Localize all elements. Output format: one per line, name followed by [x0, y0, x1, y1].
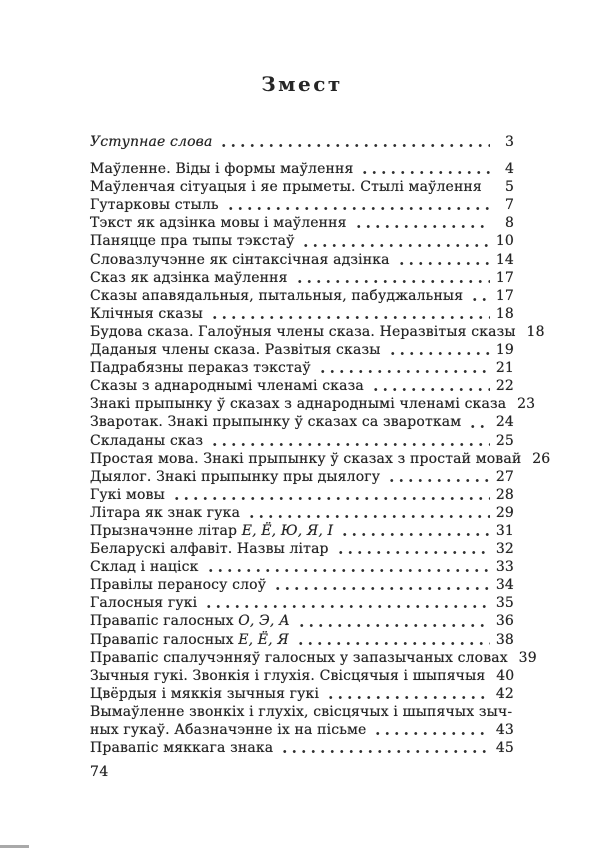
toc-entry-title: Тэкст як адзінка мовы і маўлення	[90, 215, 347, 232]
dot-leader	[293, 269, 490, 287]
toc-entry-page: 4	[504, 161, 514, 178]
toc-entry	[90, 522, 514, 540]
dot-leader	[295, 612, 490, 630]
dot-leader	[294, 631, 490, 649]
dot-leader	[316, 359, 490, 377]
toc-entry-page: 18	[526, 323, 545, 340]
toc-entry	[90, 359, 514, 377]
toc-entry-title: Зваротак. Знакі прыпынку ў сказах са звароткам	[90, 414, 462, 431]
toc-entry-title: Сказы апавядальныя, пытальныя, пабуджальныя	[90, 287, 464, 304]
toc-entry-title: Будова сказа. Галоўныя члены сказа. Неразвітыя сказы	[90, 323, 516, 340]
toc-entry-page: 14	[495, 251, 514, 268]
toc-entry-page: 40	[496, 667, 515, 684]
toc-entry	[90, 232, 514, 250]
dot-leader	[170, 486, 490, 504]
toc-entry-page: 22	[495, 378, 514, 395]
toc-entry-title: Правапіс спалучэнняў галосных у запазычаных словах	[90, 649, 508, 666]
toc-entry-title: Знакі прыпынку ў сказах з аднароднымі членамі сказа	[90, 396, 507, 413]
toc-entry	[90, 214, 514, 232]
toc-entry	[90, 576, 514, 594]
toc-entry	[90, 540, 514, 558]
toc-entry	[90, 667, 514, 685]
toc-entry	[90, 251, 514, 269]
toc-entry	[90, 305, 514, 323]
toc-entry-title-italic: Е, Ё, Ю, Я, І	[241, 522, 334, 539]
toc-entry	[90, 612, 514, 630]
toc-entry-title: Склад і націск	[90, 559, 199, 576]
toc-entry-page: 3	[504, 134, 514, 150]
toc-entry-page: 5	[504, 179, 514, 196]
dot-leader	[371, 721, 490, 739]
toc-entry-page: 39	[518, 649, 537, 666]
toc-entry-page: 29	[495, 504, 514, 521]
toc-entry-title: Дыялог. Знакі прыпынку пры дыялогу	[90, 468, 381, 485]
toc-entry	[90, 685, 514, 703]
toc-entry-page: 25	[495, 432, 514, 449]
toc-entry-title: Сказ як адзінка маўлення	[90, 269, 288, 286]
toc-entry-page: 33	[495, 559, 514, 576]
dot-leader	[358, 160, 490, 178]
toc-entry-title: Правапіс мяккага знака	[90, 740, 274, 757]
toc-entry-title: Беларускі алфавіт. Назвы літар	[90, 541, 329, 558]
toc-entry	[90, 341, 514, 359]
toc-entry-page: 28	[495, 486, 514, 503]
toc-entry	[90, 133, 514, 151]
toc-entry-page: 43	[495, 722, 514, 738]
toc-entry-page: 45	[495, 740, 514, 757]
toc-entry	[90, 450, 551, 468]
toc-entry-title: ных гукаў. Абазначэнне іх на пісьме	[90, 722, 367, 738]
toc-entry	[90, 377, 514, 395]
dot-leader	[271, 576, 490, 594]
toc-entry	[90, 703, 514, 721]
toc-entry	[90, 196, 514, 214]
dot-leader	[487, 178, 490, 196]
toc-entry-title: Падрабязны пераказ тэкстаў	[90, 360, 311, 377]
dot-leader	[278, 739, 490, 757]
dot-leader	[338, 522, 490, 540]
toc-entry-title: Правілы пераносу слоў	[90, 577, 267, 594]
toc-entry-title: Цвёрдыя і мяккія зычныя гукі	[90, 685, 320, 702]
toc-entry-title-italic: Е, Ё, Я	[238, 631, 289, 648]
toc-entry-title: Даданыя члены сказа. Развітыя сказы	[90, 342, 381, 359]
dot-leader	[217, 133, 490, 151]
toc-entry	[90, 558, 514, 576]
toc-entry-title: Складаны сказ	[90, 432, 204, 449]
toc-entry-title: Маўленне. Віды і формы маўлення	[90, 161, 354, 178]
dot-leader	[466, 413, 490, 431]
toc-entry-title: Галосныя гукі	[90, 595, 198, 612]
toc-entry	[90, 432, 514, 450]
toc-entry-title: Уступнае слова	[90, 134, 213, 150]
toc-entry-page: 19	[495, 342, 514, 359]
toc-entry-title: Маўленчая сітуацыя і яе прыметы. Стылі маўлення	[90, 179, 482, 196]
toc-entry-page: 35	[495, 595, 514, 612]
toc-entry-title: Літара як знак гука	[90, 504, 241, 521]
dot-leader	[202, 594, 490, 612]
toc-entry-title: Словазлучэнне як сінтаксічная адзінка	[90, 251, 390, 268]
toc-entry	[90, 160, 514, 178]
toc-entry	[90, 486, 514, 504]
toc-entry-title: Гутарковы стыль	[90, 197, 219, 214]
toc-entry-page: 27	[495, 468, 514, 485]
toc-entry	[90, 739, 514, 757]
toc-entry-title: Зычныя гукі. Звонкія і глухія. Свісцячыя і шыпячыя	[90, 667, 486, 684]
toc-entry	[90, 178, 514, 196]
toc-entry-page: 36	[495, 613, 514, 630]
toc-entry	[90, 504, 514, 522]
dot-leader	[245, 504, 490, 522]
toc-entry	[90, 395, 536, 413]
page-title: Змест	[261, 72, 343, 96]
toc-entry-page: 38	[495, 631, 514, 648]
toc-entry-page: 32	[495, 541, 514, 558]
dot-leader	[324, 685, 490, 703]
dot-leader	[468, 287, 490, 305]
toc-entry-title: Правапіс галосных Е, Ё, Я	[90, 631, 289, 648]
dot-leader	[299, 232, 490, 250]
toc-entry-page: 34	[495, 577, 514, 594]
toc-entry-page: 42	[495, 685, 514, 702]
dot-leader	[386, 341, 490, 359]
toc-entry-page: 26	[532, 450, 551, 467]
toc-entry-page: 10	[495, 233, 514, 250]
toc-entry-page: 31	[495, 522, 514, 539]
toc-entry-page: 18	[495, 305, 514, 322]
toc-entry	[90, 649, 537, 667]
toc-list	[90, 133, 551, 757]
toc-entry-title: Простая мова. Знакі прыпынку ў сказах з простай мовай	[90, 450, 522, 467]
dot-leader	[352, 214, 490, 232]
toc-entry-title: Вымаўленне звонкіх і глухіх, свісцячых і шыпячых зыч-	[90, 703, 513, 720]
dot-leader	[208, 305, 490, 323]
page-content	[90, 0, 551, 757]
toc-entry-page: 23	[517, 396, 536, 413]
dot-leader	[204, 558, 490, 576]
scan-edge-artifact	[0, 845, 29, 848]
footer-page-number: 74	[90, 764, 109, 780]
toc-entry-title: Клічныя сказы	[90, 305, 203, 322]
toc-entry-page: 21	[495, 360, 514, 377]
dot-leader	[208, 432, 490, 450]
toc-entry	[90, 468, 514, 486]
toc-entry	[90, 287, 514, 305]
toc-entry-title: Паняцце пра тыпы тэкстаў	[90, 233, 295, 250]
toc-entry-title: Правапіс галосных О, Э, А	[90, 613, 290, 630]
toc-entry-page: 17	[495, 287, 514, 304]
toc-entry-title-italic: О, Э, А	[238, 613, 290, 630]
toc-entry-page: 17	[495, 269, 514, 286]
dot-leader	[224, 196, 490, 214]
toc-entry	[90, 413, 514, 431]
toc-entry-title: Прызначэнне літар Е, Ё, Ю, Я, І	[90, 522, 334, 539]
toc-entry-title: Сказы з аднароднымі членамі сказа	[90, 378, 364, 395]
dot-leader	[385, 468, 490, 486]
toc-entry	[90, 269, 514, 287]
toc-entry	[90, 631, 514, 649]
toc-entry	[90, 721, 514, 739]
toc-entry-title: Гукі мовы	[90, 486, 165, 503]
dot-leader	[334, 540, 490, 558]
toc-entry-page: 8	[504, 215, 514, 232]
toc-entry-page: 24	[495, 414, 514, 431]
dot-leader	[369, 377, 490, 395]
dot-leader	[395, 251, 490, 269]
toc-entry	[90, 594, 514, 612]
toc-entry-page: 7	[504, 197, 514, 214]
toc-entry	[90, 323, 545, 341]
